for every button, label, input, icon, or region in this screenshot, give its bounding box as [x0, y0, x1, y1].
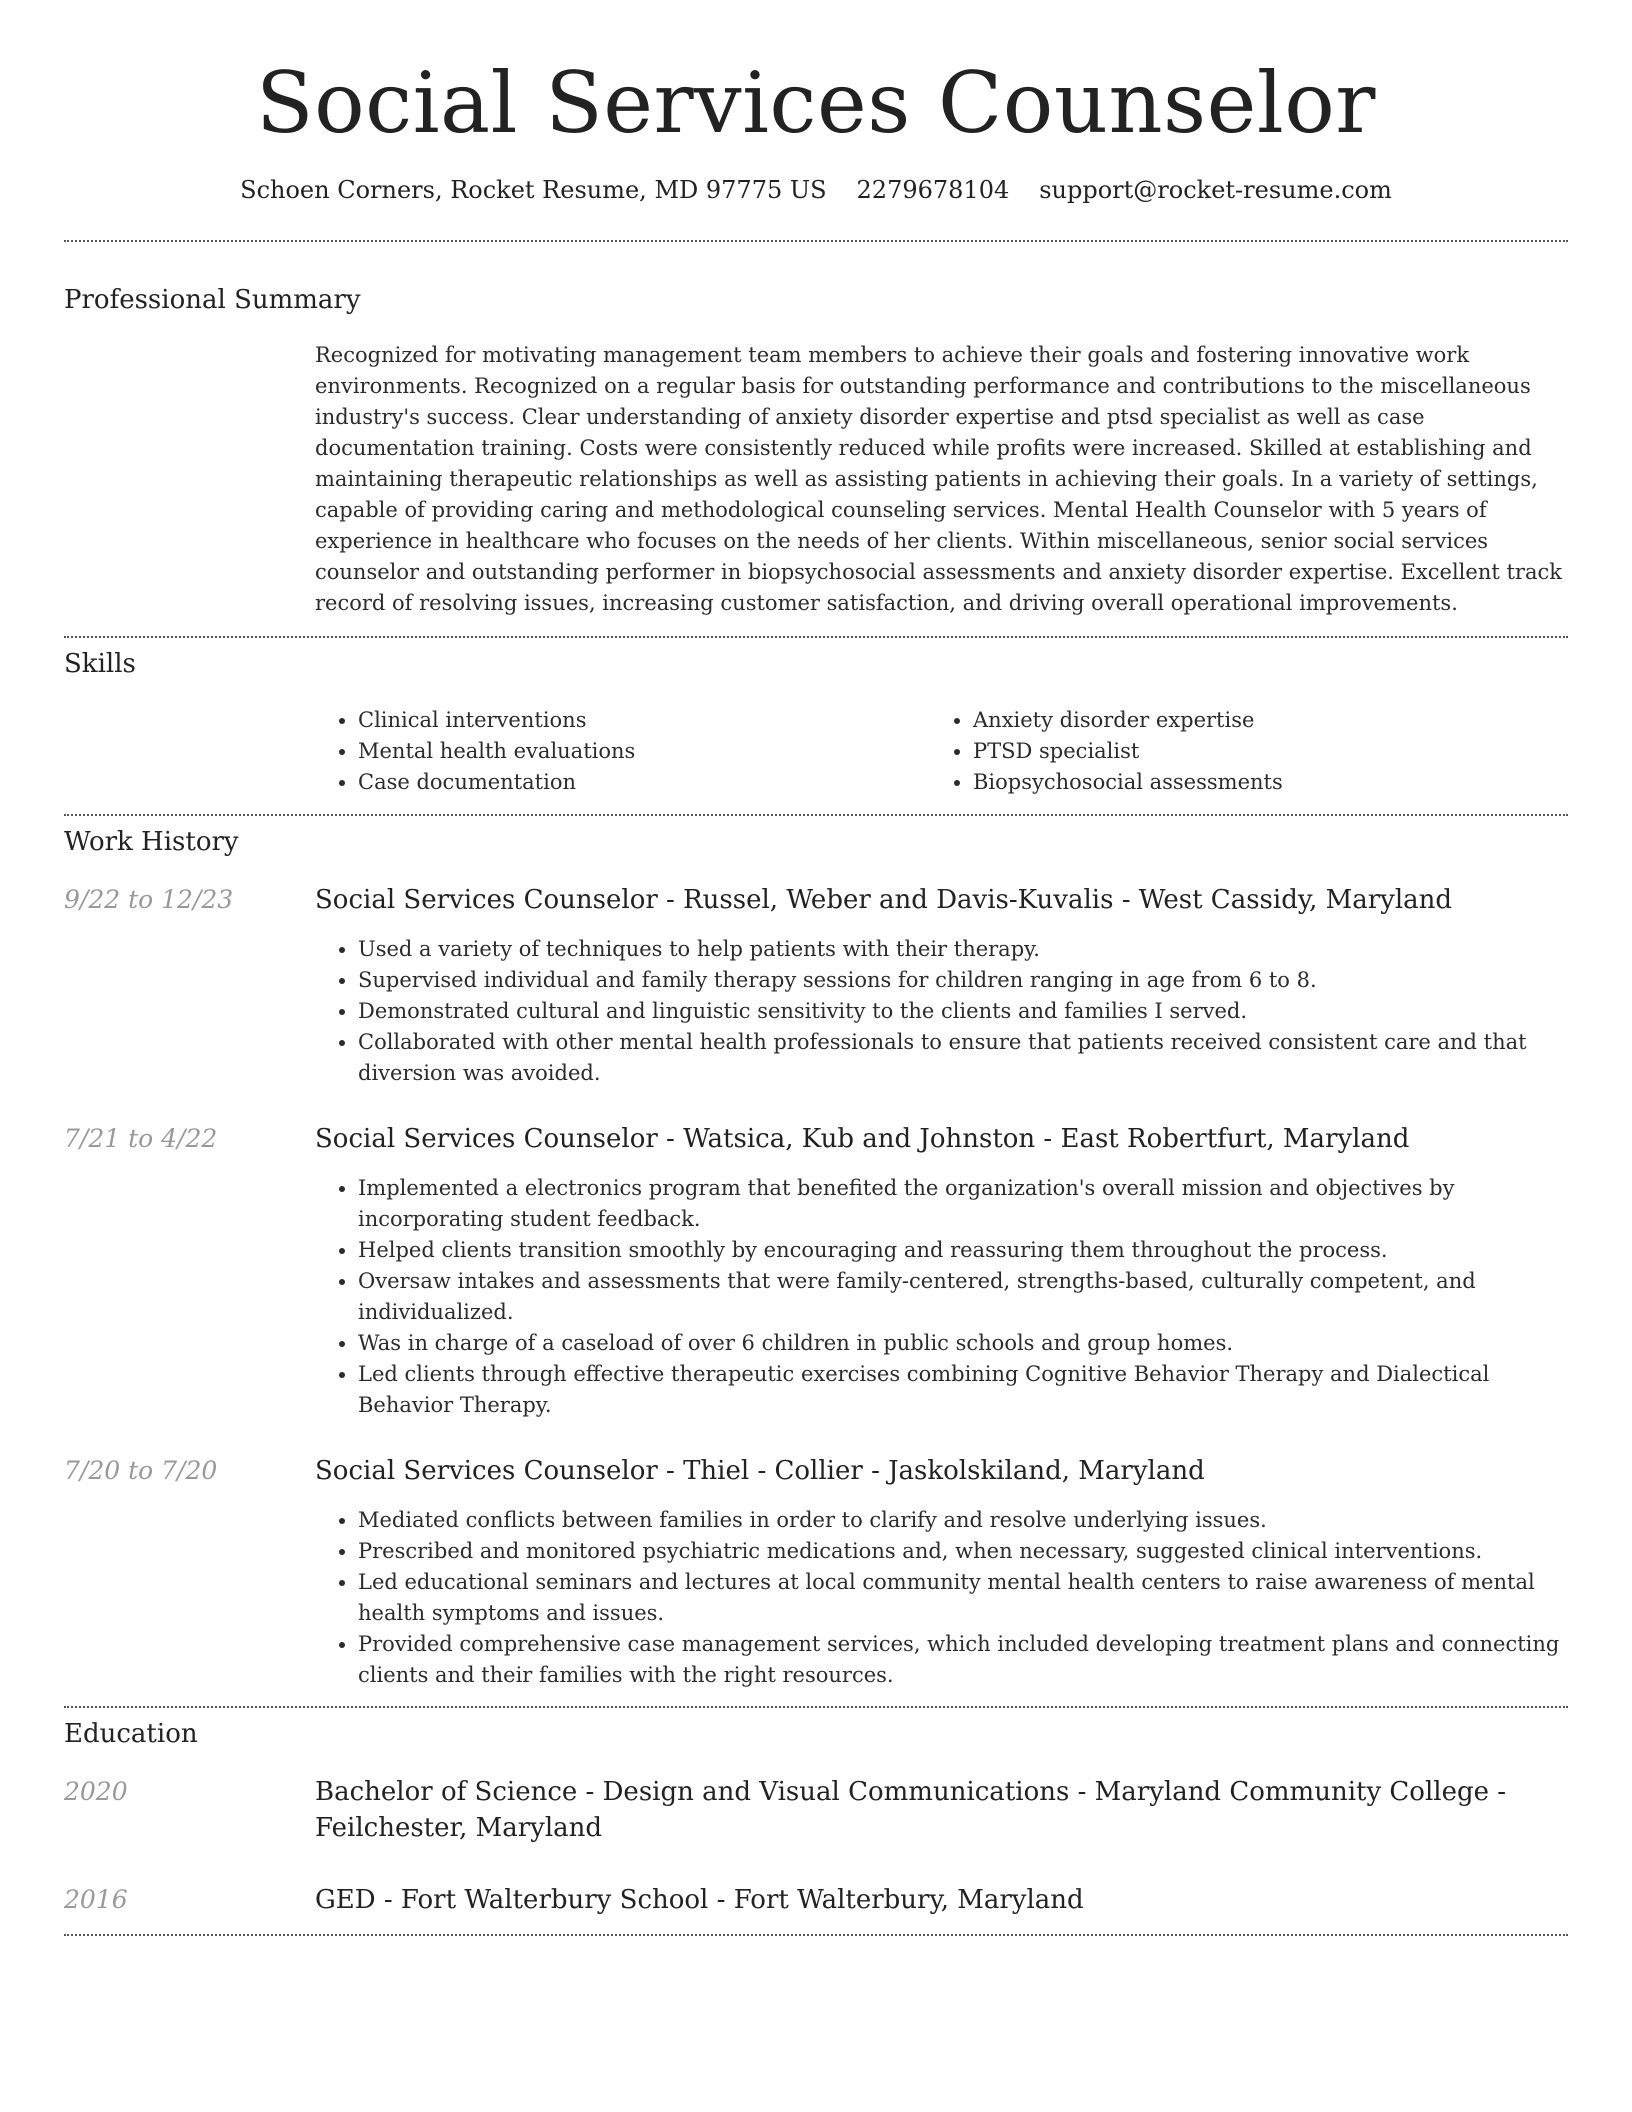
contact-email: support@rocket-resume.com	[1039, 176, 1392, 204]
skills-list	[315, 705, 1568, 798]
job-bullets	[315, 1505, 1583, 1691]
contact-phone: 2279678104	[856, 176, 1010, 204]
job-bullet: • Led educational seminars and lectures at local community mental health centers to raise awareness of mental health symptoms and issues.	[358, 1567, 1583, 1629]
job-title: Social Services Counselor - Thiel - Collier - Jaskolskiland, Maryland	[315, 1456, 1205, 1486]
skills-column-left	[315, 705, 930, 798]
candidate-name: Social Services Counselor	[256, 54, 1376, 152]
summary-heading: Professional Summary	[64, 285, 361, 315]
skill-item: • Biopsychosocial assessments	[973, 767, 1545, 798]
section-divider	[64, 1706, 1568, 1708]
job-bullet: • Collaborated with other mental health professionals to ensure that patients received consistent care and that diversion was avoided.	[358, 1027, 1583, 1089]
education-year: 2016	[64, 1885, 128, 1914]
job-bullet: • Oversaw intakes and assessments that were family-centered, strengths-based, culturally competent, and individualized.	[358, 1266, 1583, 1328]
summary-text: Recognized for motivating management team members to achieve their goals and fostering innovative work environments. Recognized on a regular basis for outstanding performance and contributions to the miscellaneous industry's success. Clear understanding of anxiety disorder expertise and ptsd specialist as well as case documentation training. Costs were consistently reduced while profits were increased. Skilled at establishing and maintaining therapeutic relationships as well as assisting patients in achieving their goals. In a variety of settings, capable of providing caring and methodological counseling services. Mental Health Counselor with 5 years of experience in healthcare who focuses on the needs of her clients. Within miscellaneous, senior social services counselor and outstanding performer in biopsychosocial assessments and anxiety disorder expertise. Excellent track record of resolving issues, increasing customer satisfaction, and driving overall operational improvements.	[315, 343, 1562, 615]
education-heading: Education	[64, 1719, 198, 1749]
job-bullet: • Helped clients transition smoothly by encouraging and reassuring them throughout the process.	[358, 1235, 1583, 1266]
job-bullet: • Used a variety of techniques to help patients with their therapy.	[358, 934, 1583, 965]
skill-item: • Clinical interventions	[358, 705, 930, 736]
job-title: Social Services Counselor - Watsica, Kub and Johnston - East Robertfurt, Maryland	[315, 1124, 1410, 1154]
skill-item: • Case documentation	[358, 767, 930, 798]
contact-line	[64, 170, 1568, 210]
job-dates: 9/22 to 12/23	[64, 885, 234, 914]
job-bullet: • Demonstrated cultural and linguistic sensitivity to the clients and families I served.	[358, 996, 1583, 1027]
job-bullet: • Supervised individual and family therapy sessions for children ranging in age from 6 to 8.	[358, 965, 1583, 996]
job-bullets	[315, 1173, 1583, 1421]
job-dates: 7/21 to 4/22	[64, 1124, 218, 1153]
education-title: Bachelor of Science - Design and Visual Communications - Maryland Community College - Feilchester, Maryland	[315, 1777, 1507, 1843]
job-bullet: • Prescribed and monitored psychiatric medications and, when necessary, suggested clinical interventions.	[358, 1536, 1583, 1567]
skill-item: • PTSD specialist	[973, 736, 1545, 767]
education-title: GED - Fort Walterbury School - Fort Walterbury, Maryland	[315, 1885, 1084, 1915]
section-divider	[64, 636, 1568, 638]
job-title: Social Services Counselor - Russel, Weber and Davis-Kuvalis - West Cassidy, Maryland	[315, 885, 1453, 915]
job-bullet: • Implemented a electronics program that benefited the organization's overall mission and objectives by incorporating student feedback.	[358, 1173, 1583, 1235]
job-bullets	[315, 934, 1583, 1089]
job-bullet: • Was in charge of a caseload of over 6 children in public schools and group homes.	[358, 1328, 1583, 1359]
job-bullet: • Led clients through effective therapeutic exercises combining Cognitive Behavior Therapy and Dialectical Behavior Therapy.	[358, 1359, 1583, 1421]
skills-heading: Skills	[64, 649, 136, 679]
section-divider	[64, 814, 1568, 816]
job-dates: 7/20 to 7/20	[64, 1456, 218, 1485]
work-history-heading: Work History	[64, 827, 239, 857]
section-divider	[64, 1934, 1568, 1936]
skills-column-right	[930, 705, 1545, 798]
section-divider	[64, 240, 1568, 242]
contact-address: Schoen Corners, Rocket Resume, MD 97775 US	[240, 176, 827, 204]
job-bullet: • Mediated conflicts between families in order to clarify and resolve underlying issues.	[358, 1505, 1583, 1536]
skill-item: • Anxiety disorder expertise	[973, 705, 1545, 736]
job-bullet: • Provided comprehensive case management services, which included developing treatment plans and connecting clients and their families with the right resources.	[358, 1629, 1583, 1691]
education-year: 2020	[64, 1777, 128, 1806]
skill-item: • Mental health evaluations	[358, 736, 930, 767]
